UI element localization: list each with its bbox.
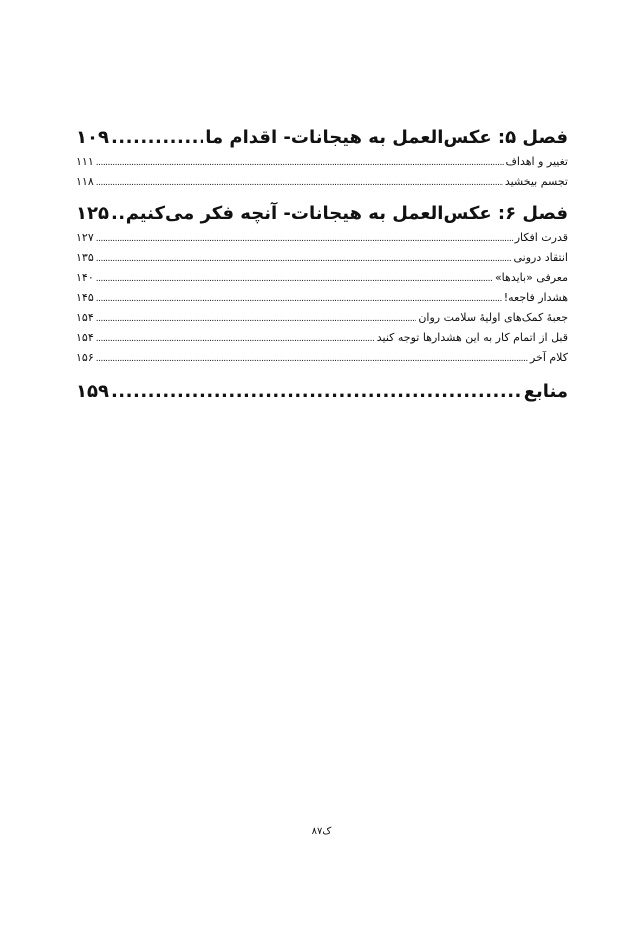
entry-title: تجسم بیخشید: [504, 175, 568, 188]
dot-leader: [96, 289, 502, 309]
entry-title: قدرت افکار: [514, 231, 568, 244]
dot-leader: [111, 200, 124, 228]
sources-page-number: ۱۵۹: [76, 381, 109, 402]
sources-title: منابع: [523, 381, 568, 402]
entry-title: جعبهٔ کمک‌های اولیهٔ سلامت روان: [418, 311, 568, 324]
entry-page-number: ۱۴۰: [76, 271, 94, 284]
dot-leader: [96, 153, 504, 173]
toc-entry[interactable]: [76, 308, 568, 328]
table-of-contents: [76, 124, 568, 406]
entry-page-number: ۱۵۴: [76, 311, 94, 324]
dot-leader: [96, 173, 503, 193]
toc-entry[interactable]: [76, 248, 568, 268]
dot-leader: [111, 378, 522, 406]
entry-title: هشدار فاجعه!: [503, 291, 568, 304]
entry-title: کلام آخر: [529, 351, 568, 364]
toc-entry[interactable]: [76, 288, 568, 308]
entry-title: معرفی «بایدها»: [494, 271, 568, 284]
entry-title: انتقاد درونی: [513, 251, 568, 264]
toc-entry[interactable]: [76, 172, 568, 192]
toc-entry[interactable]: [76, 152, 568, 172]
toc-chapter-5[interactable]: [76, 124, 568, 152]
entry-title: قبل از اتمام کار به این هشدارها توجه کنید: [376, 331, 568, 344]
dot-leader: [96, 349, 528, 369]
toc-sources[interactable]: [76, 378, 568, 406]
chapter-page-number: ۱۲۵: [76, 203, 109, 224]
entry-page-number: ۱۳۵: [76, 251, 94, 264]
entry-page-number: ۱۱۱: [76, 155, 94, 168]
entry-page-number: ۱۲۷: [76, 231, 94, 244]
chapter-title: فصل ۵: عکس‌العمل به هیجانات- اقدام ما: [205, 127, 568, 148]
dot-leader: [96, 229, 513, 249]
toc-entry[interactable]: [76, 328, 568, 348]
entry-page-number: ۱۵۶: [76, 351, 94, 364]
dot-leader: [96, 249, 512, 269]
entry-title: تغییر و اهداف: [505, 155, 568, 168]
chapter-title: فصل ۶: عکس‌العمل به هیجانات- آنچه فکر می‌کنیم: [125, 203, 568, 224]
dot-leader: [96, 269, 493, 289]
dot-leader: [96, 309, 417, 329]
page-number: ک‌۸‌۷: [311, 826, 332, 837]
toc-entry[interactable]: [76, 348, 568, 368]
toc-entry[interactable]: [76, 268, 568, 288]
entry-page-number: ۱۵۴: [76, 331, 94, 344]
entry-page-number: ۱۴۵: [76, 291, 94, 304]
dot-leader: [96, 329, 375, 349]
toc-chapter-6[interactable]: [76, 200, 568, 228]
toc-entry[interactable]: [76, 228, 568, 248]
entry-page-number: ۱۱۸: [76, 175, 94, 188]
dot-leader: [111, 124, 203, 152]
chapter-page-number: ۱۰۹: [76, 127, 109, 148]
